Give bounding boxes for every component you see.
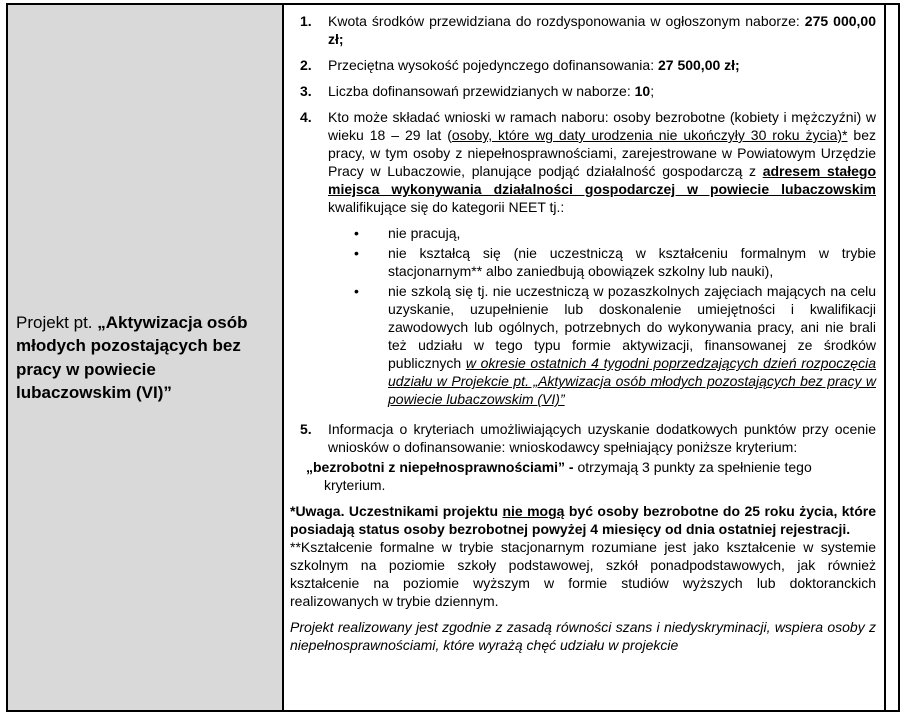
- item-text: Przeciętna wysokość pojedynczego dofinansowania: 27 500,00 zł;: [328, 57, 740, 73]
- numbered-item-5: [300, 420, 876, 456]
- bullet-item-3: [300, 282, 876, 408]
- bullet-icon: •: [354, 283, 359, 299]
- right-spacer-column: [886, 5, 898, 710]
- item-text: Kwota środków przewidziana do rozdysponowania w ogłoszonym naborze: 275 000,00 zł;: [328, 13, 876, 47]
- project-title: Projekt pt. „Aktywizacja osób młodych pozostających bez pracy w powiecie lubaczowskim (VI)”: [16, 312, 248, 402]
- document-table: [6, 3, 900, 712]
- item-text: Informacja o kryteriach umożliwiających uzyskanie dodatkowych punktów przy ocenie wniosków o dofinansowanie: wnioskodawcy spełniający poniższe kryterium:: [328, 421, 876, 455]
- note-asterisk: *Uwaga. Uczestnikami projektu nie mogą być osoby bezrobotne do 25 roku życia, które posiadają status osoby bezrobotnej powyżej 4 miesięcy od dnia ostatniej rejestracji.: [290, 503, 877, 537]
- note-double-asterisk: **Kształcenie formalne w trybie stacjonarnym rozumiane jest jako kształcenie w systemie szkolnym na poziomie szkoły podstawowej, szkół ponadpodstawowych, jak również kształcenie na poziomie wyższym w formie studiów wyższych lub doktoranckich realizowanych w trybie dziennym.: [290, 539, 876, 609]
- project-title-cell: [8, 5, 284, 710]
- bullet-icon: •: [354, 225, 359, 241]
- item-number: 4.: [300, 109, 312, 125]
- item-text: Liczba dofinansowań przewidzianych w naborze: 10;: [328, 83, 655, 99]
- bullet-text: nie szkolą się tj. nie uczestniczą w pozaszkolnych zajęciach mających na celu uzyskanie, uzupełnienie lub doskonalenie umiejętności i kwalifikacji zawodowych lub ogólnych, potrzebnych do wykonywania pracy, ani nie brali też udziału w tego typu formie aktywizacji, finansowanej ze środków publicznych w okresie ostatnich 4 tygodni poprzedzających dzień rozpoczęcia udziału w Projekcie pt. „Aktywizacja osób młodych pozostających bez pracy w powiecie lubaczowskim (VI)”: [388, 283, 876, 407]
- bullet-icon: •: [354, 245, 359, 261]
- bullet-text: nie pracują,: [388, 225, 461, 241]
- item-number: 2.: [300, 57, 312, 73]
- numbered-item-3: [300, 82, 876, 100]
- item-number: 1.: [300, 13, 312, 29]
- details-cell: [284, 5, 886, 710]
- criterion-note: „bezrobotni z niepełnosprawnościami” - otrzymają 3 punkty za spełnienie tego kryterium.: [306, 459, 812, 493]
- bullet-text: nie kształcą się (nie uczestniczą w kształceniu formalnym w trybie stacjonarnym** albo zaniedbują obowiązek szkolny lub nauki),: [388, 245, 876, 279]
- numbered-item-4: [300, 108, 876, 216]
- footer-note: Projekt realizowany jest zgodnie z zasadą równości szans i niedyskryminacji, wspiera osoby z niepełnosprawnościami, które wyrażą chęć udziału w projekcie: [290, 619, 876, 653]
- numbered-item-1: [300, 12, 876, 48]
- item-text: Kto może składać wnioski w ramach naboru: osoby bezrobotne (kobiety i mężczyźni) w wieku 18 – 29 lat (osoby, które wg daty urodzenia nie ukończyły 30 roku życia)* bez pracy, w tym osoby z niepełnosprawnościami, zarejestrowane w Powiatowym Urzędzie Pracy w Lubaczowie, planujące podjąć działalność gospodarczą z adresem stałego miejsca wykonywania działalności gospodarczej w powiecie lubaczowskim kwalifikujące się do kategorii NEET tj.:: [328, 109, 876, 215]
- bullet-item-1: [300, 224, 876, 242]
- item-number: 5.: [300, 421, 312, 437]
- numbered-item-2: [300, 56, 876, 74]
- item-number: 3.: [300, 83, 312, 99]
- bullet-item-2: [300, 244, 876, 280]
- neet-bullet-list: [300, 224, 876, 408]
